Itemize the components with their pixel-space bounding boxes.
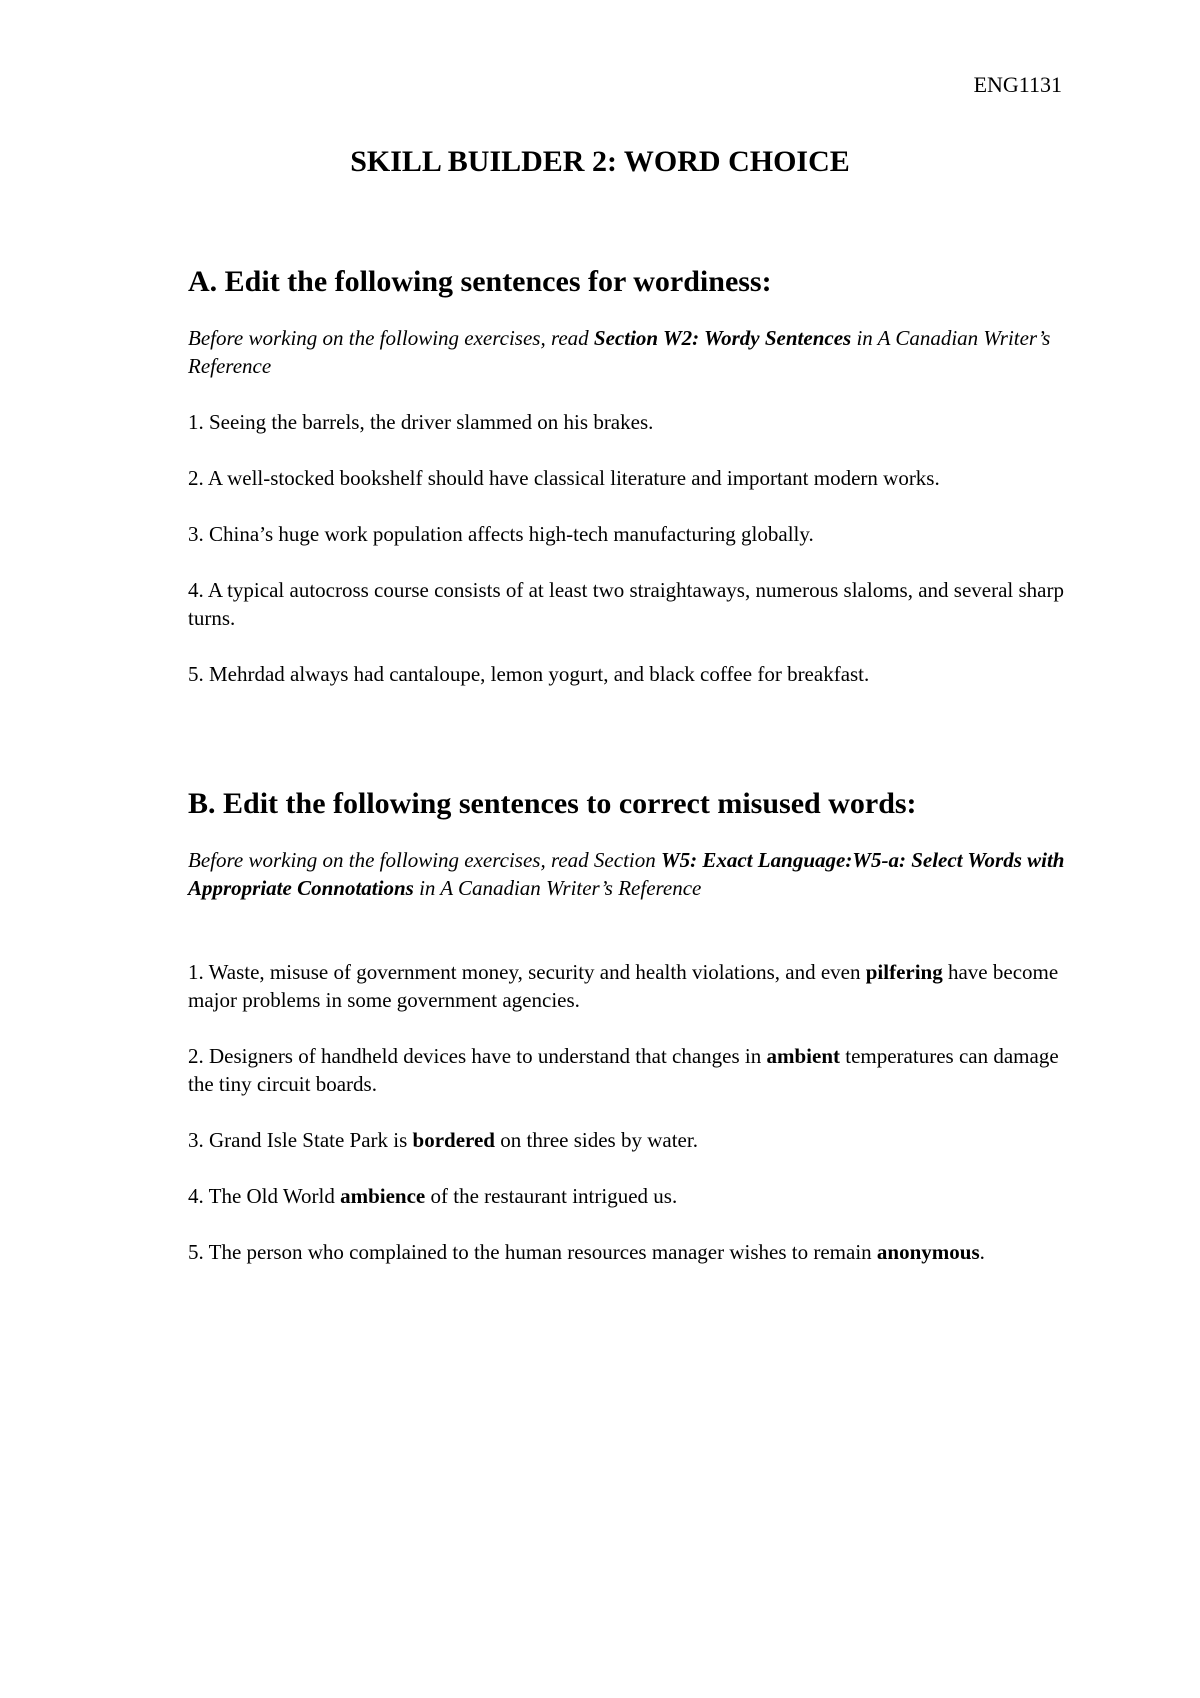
exercise-item: 1. Seeing the barrels, the driver slammed on his brakes. <box>188 410 654 434</box>
instruction-text: Before working on the following exercises, read Section <box>188 848 661 872</box>
exercise-text: 4. The Old World <box>188 1184 341 1208</box>
exercise-text: temperatures can damage the tiny circuit boards. <box>188 1044 1059 1096</box>
exercise-text: . <box>979 1240 985 1264</box>
exercise-text: of the restaurant intrigued us. <box>425 1184 678 1208</box>
instruction-text: in A Canadian Writer’s Reference <box>413 876 702 900</box>
exercise-item: 2. A well-stocked bookshelf should have classical literature and important modern works. <box>188 466 940 490</box>
exercise-text: on three sides by water. <box>495 1128 698 1152</box>
exercise-text: 3. Grand Isle State Park is <box>188 1128 413 1152</box>
target-word: anonymous <box>876 1240 980 1264</box>
target-word: ambience <box>340 1184 426 1208</box>
exercise-text: 2. Designers of handheld devices have to understand that changes in <box>188 1044 767 1068</box>
exercise-item: 3. China’s huge work population affects high-tech manufacturing globally. <box>188 522 814 546</box>
exercise-text: have become major problems in some government agencies. <box>188 960 1059 1012</box>
section-a <box>188 264 1068 716</box>
page-title: SKILL BUILDER 2: WORD CHOICE <box>350 145 850 178</box>
target-word: pilfering <box>865 960 943 984</box>
exercise-item <box>188 1126 1068 1154</box>
section-b-exercises <box>188 958 1068 1266</box>
section-b <box>188 786 1068 1294</box>
exercise-item <box>188 1238 1068 1266</box>
instruction-reference: Section W2: Wordy Sentences <box>593 326 852 350</box>
section-a-heading: A. Edit the following sentences for wordiness: <box>188 265 772 298</box>
section-a-instruction <box>188 324 1068 380</box>
section-b-heading: B. Edit the following sentences to correct misused words: <box>188 787 917 820</box>
exercise-text: 1. Waste, misuse of government money, security and health violations, and even <box>188 960 866 984</box>
exercise-item: 4. A typical autocross course consists of at least two straightaways, numerous slaloms, and several sharp turns. <box>188 578 1064 630</box>
exercise-item <box>188 958 1068 1014</box>
exercise-item <box>188 1042 1068 1098</box>
instruction-text: Before working on the following exercises, read <box>188 326 594 350</box>
target-word: bordered <box>412 1128 495 1152</box>
exercise-item <box>188 1182 1068 1210</box>
course-code: ENG1131 <box>973 72 1062 97</box>
target-word: ambient <box>766 1044 840 1068</box>
exercise-text: 5. The person who complained to the human resources manager wishes to remain <box>188 1240 877 1264</box>
section-b-instruction <box>188 846 1068 902</box>
instruction-reference: W5: Exact Language:W5-a: Select Words with Appropriate Connotations <box>188 848 1065 900</box>
section-a-exercises <box>188 408 1068 688</box>
instruction-text: in A Canadian Writer’s Reference <box>188 326 1051 378</box>
exercise-item: 5. Mehrdad always had cantaloupe, lemon yogurt, and black coffee for breakfast. <box>188 662 870 686</box>
